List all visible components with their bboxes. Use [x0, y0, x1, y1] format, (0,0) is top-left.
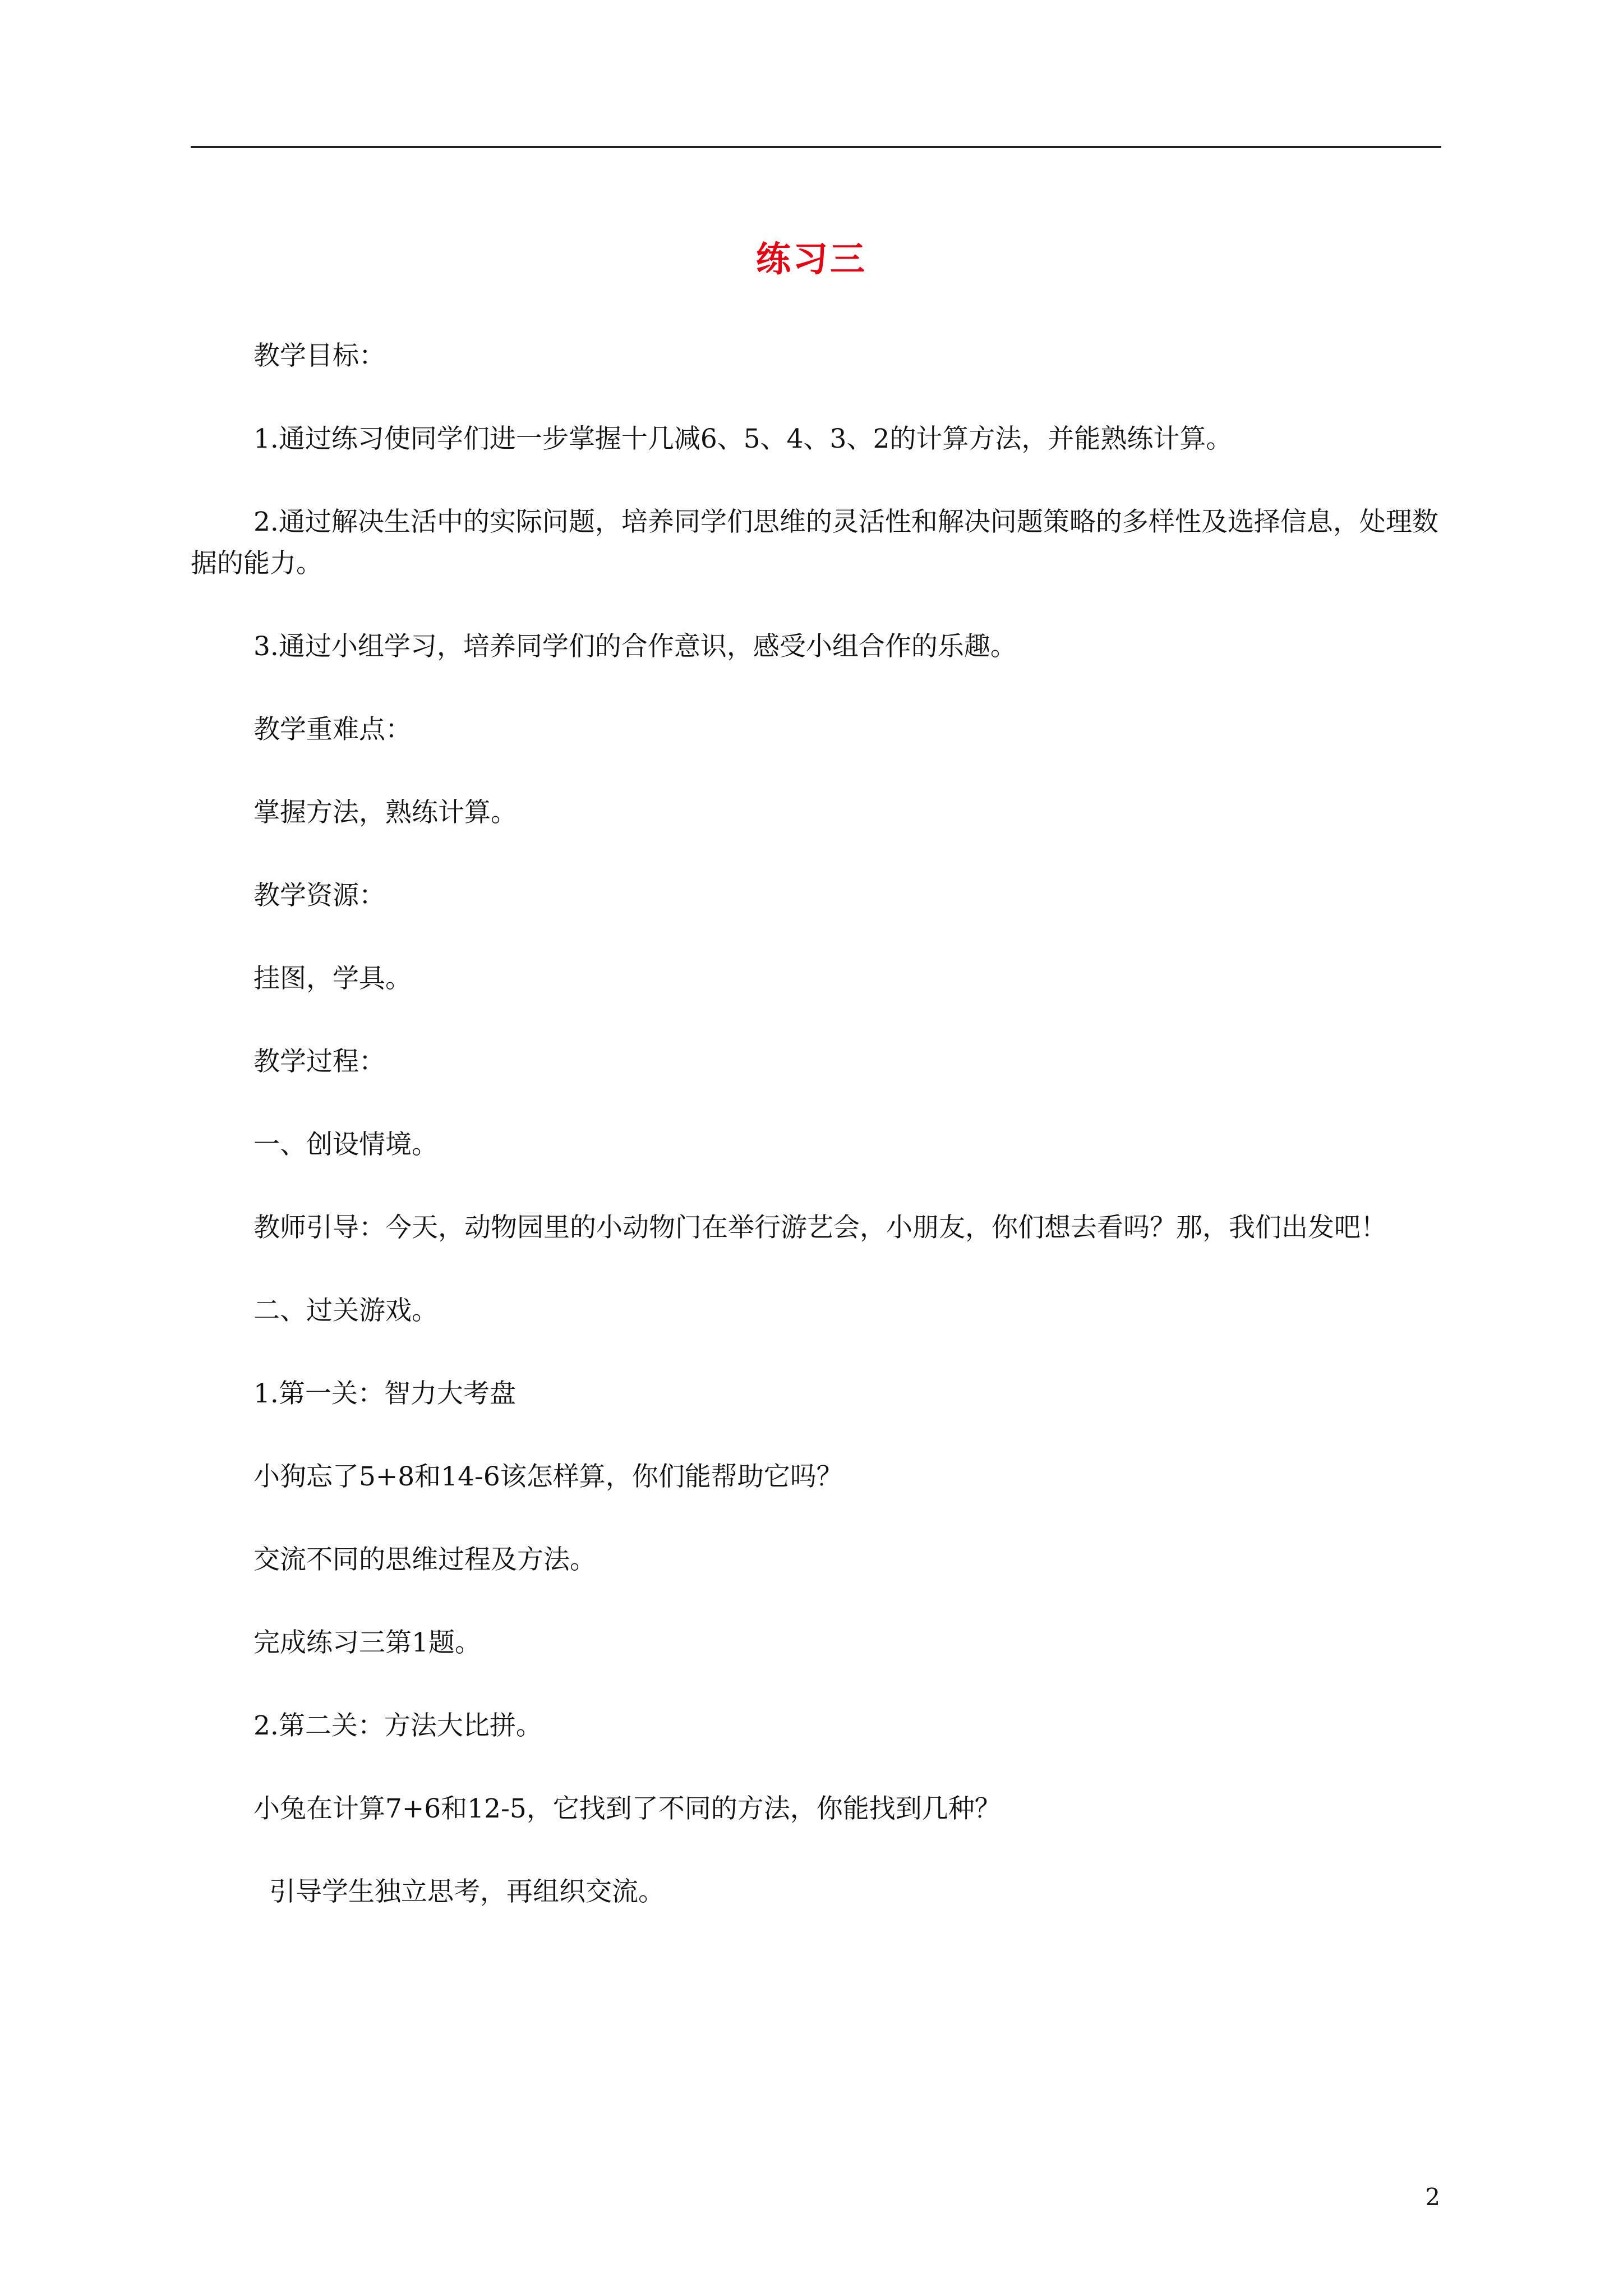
paragraph-complete-exercise: 完成练习三第1题。: [253, 1627, 481, 1658]
paragraph-process-heading: 教学过程：: [253, 1046, 385, 1077]
paragraph-resources: 挂图，学具。: [253, 963, 412, 994]
paragraph-key-points: 掌握方法，熟练计算。: [253, 797, 517, 828]
paragraph-resources-heading: 教学资源：: [253, 880, 385, 911]
page-number: 2: [1425, 2183, 1440, 2211]
paragraph-teacher-guide: 教师引导：今天，动物园里的小动物门在举行游艺会，小朋友，你们想去看吗？那，我们出发吧！: [253, 1212, 1387, 1243]
paragraph-section-1: 一、创设情境。: [253, 1129, 438, 1160]
paragraph-objective-3: 3.通过小组学习，培养同学们的合作意识，感受小组合作的乐趣。: [253, 631, 1017, 662]
paragraph-section-2: 二、过关游戏。: [253, 1295, 438, 1326]
paragraph-puppy-question: 小狗忘了5+8和14-6该怎样算，你们能帮助它吗？: [253, 1461, 843, 1492]
paragraph-exchange: 交流不同的思维过程及方法。: [253, 1544, 596, 1575]
paragraph-key-points-heading: 教学重难点：: [253, 714, 412, 745]
paragraph-guide-students: 引导学生独立思考，再组织交流。: [269, 1876, 665, 1907]
paragraph-level-2: 2.第二关：方法大比拼。: [253, 1710, 542, 1741]
header-rule: [191, 146, 1441, 148]
document-body: [191, 335, 1441, 1954]
paragraph-objective-1: 1.通过练习使同学们进一步掌握十几减6、5、4、3、2的计算方法，并能熟练计算。: [253, 424, 1233, 454]
paragraph-rabbit-question: 小兔在计算7+6和12-5，它找到了不同的方法，你能找到几种？: [253, 1793, 1001, 1824]
paragraph-level-1: 1.第一关：智力大考盘: [253, 1378, 516, 1409]
paragraph-objectives-heading: 教学目标：: [253, 341, 385, 371]
paragraph-objective-2: 2.通过解决生活中的实际问题，培养同学们思维的灵活性和解决问题策略的多样性及选择信息，处理数据的能力。: [191, 507, 1438, 579]
page-title: 练习三: [755, 238, 867, 279]
